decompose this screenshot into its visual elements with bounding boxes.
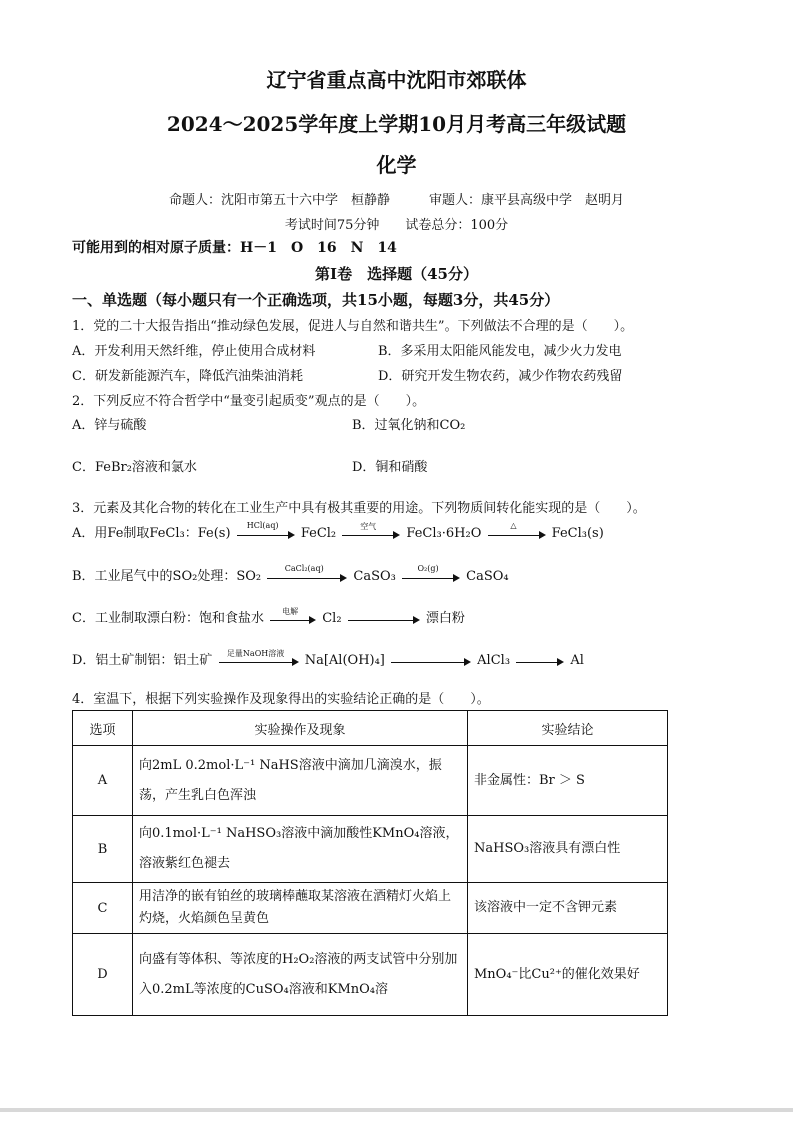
table-row	[73, 746, 668, 816]
q3-a-start: A．用Fe制取FeCl₃：Fe(s)	[72, 526, 231, 541]
q1-option-b: B．多采用太阳能风能发电，减少火力发电	[378, 344, 622, 359]
q3-b-end: CaSO₄	[466, 569, 509, 584]
q3-a-mid1: FeCl₂	[300, 526, 337, 541]
table-row	[73, 934, 668, 1016]
reaction-arrow-icon	[270, 606, 316, 626]
q3-option-b	[72, 565, 509, 584]
reaction-arrow-icon	[488, 520, 546, 541]
table-cell-option: A	[73, 746, 133, 816]
page-bottom-divider	[0, 1108, 793, 1112]
exam-subject-title: 化学	[376, 153, 417, 177]
q2-option-b: B．过氧化钠和CO₂	[352, 418, 466, 433]
column-header: 选项	[73, 711, 133, 746]
q3-c-end: 漂白粉	[425, 611, 465, 626]
atomic-mass-line: 可能用到的相对原子质量：H－1 O 16 N 14	[72, 240, 397, 256]
table-cell-option: C	[73, 883, 133, 934]
q3-option-d	[72, 649, 584, 668]
arrow-condition: 足量NaOH溶液	[226, 648, 285, 658]
table-cell-operation: 向2mL 0.2mol·L⁻¹ NaHS溶液中滴加几滴溴水，振荡，产生乳白色浑浊	[133, 746, 468, 816]
q1-stem: 1．党的二十大报告指出“推动绿色发展，促进人与自然和谐共生”。下列做法不合理的是（ ）。	[72, 319, 634, 334]
reaction-arrow-icon	[516, 654, 564, 668]
q3-b-start: B．工业尾气中的SO₂处理：SO₂	[72, 569, 262, 584]
q3-d-start: D．铝土矿制铝：铝土矿	[72, 653, 213, 668]
q1-option-c: C．研发新能源汽车，降低汽油柴油消耗	[72, 369, 303, 384]
exam-school-title: 辽宁省重点高中沈阳市郊联体	[266, 68, 527, 92]
q2-option-a: A．锌与硫酸	[72, 418, 147, 433]
q3-c-start: C．工业制取漂白粉：饱和食盐水	[72, 611, 264, 626]
q3-d-mid2: AlCl₃	[477, 653, 511, 668]
table-cell-conclusion: 非金属性：Br ＞ S	[468, 746, 668, 816]
table-cell-operation: 向盛有等体积、等浓度的H₂O₂溶液的两支试管中分别加入0.2mL等浓度的CuSO₄溶液和KMnO₄溶	[133, 934, 468, 1016]
q4-stem: 4．室温下，根据下列实验操作及现象得出的实验结论正确的是（ ）。	[72, 692, 490, 707]
q3-stem: 3．元素及其化合物的转化在工业生产中具有极其重要的用途。下列物质间转化能实现的是（ ）。	[72, 501, 646, 516]
q3-a-mid2: FeCl₃·6H₂O	[406, 526, 482, 541]
exam-authors: 命题人：沈阳市第五十六中学 桓静静 审题人：康平县高级中学 赵明月	[168, 193, 624, 208]
q3-option-c	[72, 607, 465, 626]
exam-time-score: 考试时间75分钟 试卷总分：100分	[284, 218, 509, 233]
reaction-arrow-icon	[237, 520, 295, 541]
table-header-row	[73, 711, 668, 746]
table-cell-conclusion: 该溶液中一定不含钾元素	[468, 883, 668, 934]
q3-d-end: Al	[570, 653, 584, 668]
table-cell-option: D	[73, 934, 133, 1016]
part-heading: 一、单选题（每小题只有一个正确选项，共15小题，每题3分，共45分）	[72, 291, 560, 309]
q2-stem: 2．下列反应不符合哲学中“量变引起质变”观点的是（ ）。	[72, 394, 426, 409]
q3-b-mid1: CaSO₃	[353, 569, 396, 584]
table-row	[73, 883, 668, 934]
reaction-arrow-icon	[391, 654, 471, 668]
column-header: 实验结论	[468, 711, 668, 746]
table-cell-conclusion: NaHSO₃溶液具有漂白性	[468, 816, 668, 883]
q3-c-mid1: Cl₂	[322, 611, 342, 626]
experiment-table	[72, 710, 668, 1016]
q3-a-end: FeCl₃(s)	[551, 526, 604, 541]
arrow-condition: O₂(g)	[417, 563, 439, 573]
exam-term-title: 2024～2025学年度上学期10月月考高三年级试题	[166, 112, 627, 136]
reaction-arrow-icon	[402, 563, 460, 584]
reaction-arrow-icon	[219, 648, 299, 668]
q1-option-d: D．研究开发生物农药，减少作物农药残留	[378, 369, 623, 384]
q2-option-c: C．FeBr₂溶液和氯水	[72, 460, 197, 475]
q3-d-mid1: Na[Al(OH)₄]	[304, 653, 385, 668]
reaction-arrow-icon	[348, 612, 420, 626]
table-cell-option: B	[73, 816, 133, 883]
section-title: 第Ⅰ卷 选择题（45分）	[315, 265, 478, 283]
table-cell-operation: 向0.1mol·L⁻¹ NaHSO₃溶液中滴加酸性KMnO₄溶液，溶液紫红色褪去	[133, 816, 468, 883]
arrow-condition: 电解	[282, 606, 299, 616]
column-header: 实验操作及现象	[133, 711, 468, 746]
reaction-arrow-icon	[267, 563, 347, 584]
q3-option-a	[72, 522, 604, 541]
q1-option-a: A．开发利用天然纤维，停止使用合成材料	[72, 344, 316, 359]
q2-option-d: D．铜和硝酸	[352, 460, 428, 475]
reaction-arrow-icon	[342, 521, 400, 541]
arrow-condition: CaCl₂(aq)	[284, 563, 324, 573]
arrow-condition: △	[510, 520, 517, 530]
arrow-condition: HCl(aq)	[246, 520, 279, 530]
arrow-condition: 空气	[360, 521, 377, 531]
table-cell-conclusion: MnO₄⁻比Cu²⁺的催化效果好	[468, 934, 668, 1016]
table-cell-operation: 用洁净的嵌有铂丝的玻璃棒蘸取某溶液在酒精灯火焰上灼烧，火焰颜色呈黄色	[133, 883, 468, 934]
table-row	[73, 816, 668, 883]
